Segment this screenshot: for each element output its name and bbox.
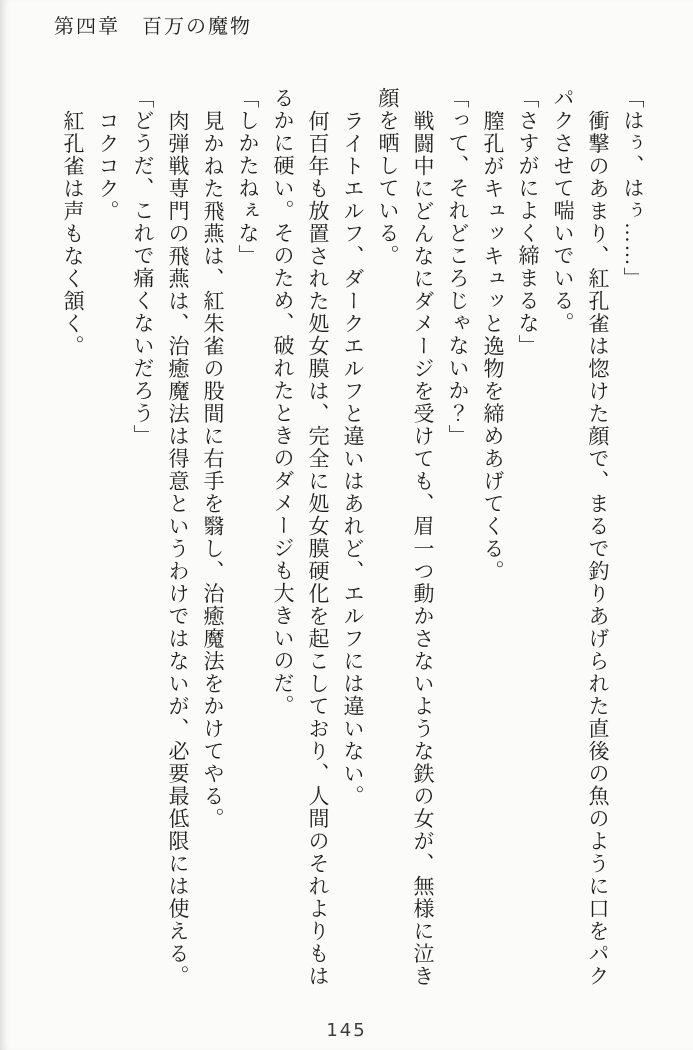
- paragraph-dialogue: 「しかたねぇな」: [236, 87, 260, 267]
- paragraph-dialogue: 「はぅ、はぅ……」: [621, 87, 645, 290]
- page-number: 145: [326, 1020, 367, 1041]
- paragraph-dialogue: 「さすがによく締まるな」: [516, 87, 540, 357]
- paragraph-dialogue: 「どうだ、これで痛くないだろう」: [131, 87, 155, 447]
- chapter-header: 第四章 百万の魔物: [54, 16, 252, 38]
- paragraph-narration: 戦闘中にどんなにダメージを受けても、眉一つ動かさないような鉄の女が、無様に泣き顔を晒している。: [376, 87, 435, 987]
- paragraph-narration: 膣孔がキュッキュッと逸物を締めあげてくる。: [481, 109, 505, 582]
- paragraph-narration: 見かねた飛燕は、紅朱雀の股間に右手を翳し、治癒魔法をかけてやる。: [201, 109, 225, 830]
- paragraph-narration: 紅孔雀は声もなく頷く。: [61, 109, 85, 357]
- paragraph-narration: コクコク。: [96, 109, 120, 222]
- paragraph-narration: 肉弾戦専門の飛燕は、治癒魔法は得意というわけではないが、必要最低限には使える。: [166, 109, 190, 987]
- body-text-block: [55, 87, 650, 995]
- paragraph-narration: 衝撃のあまり、紅孔雀は惚けた顔で、まるで釣りあげられた直後の魚のように口をパクパクさせて喘いでいる。: [551, 87, 610, 987]
- paragraph-narration: 何百年も放置された処女膜は、完全に処女膜硬化を起こしており、人間のそれよりもはるかに硬い。そのため、破れたときのダメージも大きいのだ。: [271, 87, 330, 987]
- paragraph-narration: ライトエルフ、ダークエルフと違いはあれど、エルフには違いない。: [341, 109, 365, 807]
- paragraph-dialogue: 「って、それどころじゃないか？」: [446, 87, 470, 447]
